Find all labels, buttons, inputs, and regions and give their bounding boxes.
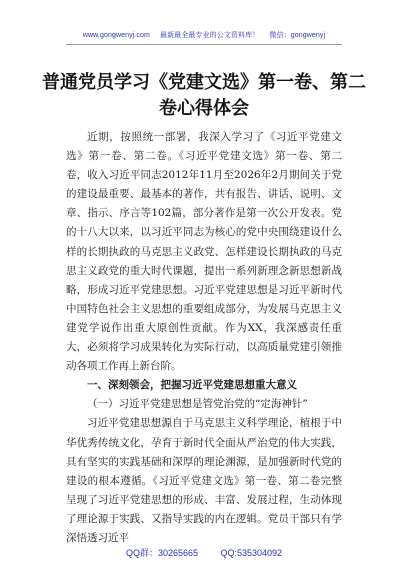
header-divider xyxy=(66,44,342,45)
section-heading: 一、深刻领会，把握习近平党建思想重大意义 xyxy=(87,379,297,392)
wechat-id: 微信：gongwenyj xyxy=(269,32,326,39)
qq-group: QQ群：30265665 xyxy=(125,548,198,558)
header-slogan: 最新最全最专业的公文资料库！ xyxy=(159,32,260,39)
intro-paragraph: 近期，按照统一部署，我深入学习了《习近平党建文选》第一卷、第二卷。《习近平党建文选》第一卷、第二卷，收入习近平同志2012年11月至2026年2月期间关于党的建设最重要、最基本的著作，共有报告、讲话、说明、文章、指示、序言等102篇，部分著作是第一次公开发表。党的十八大以来，以习近平同志为核心的党中央围绕建设什么样的长期执政的马克思主义政党、怎样建设长期执政的马克思主义政党的重大时代课题，提出一系列新理念新思想新战略，形成习近平党建思想。习近平党建思想是习近平新时代中国特色社会主义思想的重要组成部分，为发展马克思主义建党学说作出重大原创性贡献。作为XX，我深感责任重大，必须将学习成果转化为实际行动，以高质量党建引领推动各项工作再上新台阶。 xyxy=(66,131,342,373)
title-line-2: 卷心得体会 xyxy=(159,98,249,119)
document-body xyxy=(66,128,342,548)
page-footer xyxy=(0,546,408,559)
title-line-1: 普通党员学习《党建文选》第一卷、第二 xyxy=(42,72,366,93)
document-title xyxy=(40,70,368,122)
site-url: www.gongwenyj.com xyxy=(82,32,150,39)
page-header xyxy=(0,30,408,40)
body-paragraph: 习近平党建思想源自于马克思主义科学理论，植根于中华优秀传统文化，孕育于新时代全面从严治党的伟大实践，具有坚实的实践基础和深厚的理论渊源，是加强新时代党的建设的根本遵循。《习近平党建文选》第一卷、第二卷完整呈现了习近平党建思想的形成、丰富、发展过程，生动体现了理论源于实践、又指导实践的内在逻辑。党员干部只有学深悟透习近平 xyxy=(66,417,342,544)
subsection-heading: （一）习近平党建思想是管党治党的“定海神针” xyxy=(87,398,308,411)
qq-number: QQ:535304092 xyxy=(220,548,283,558)
